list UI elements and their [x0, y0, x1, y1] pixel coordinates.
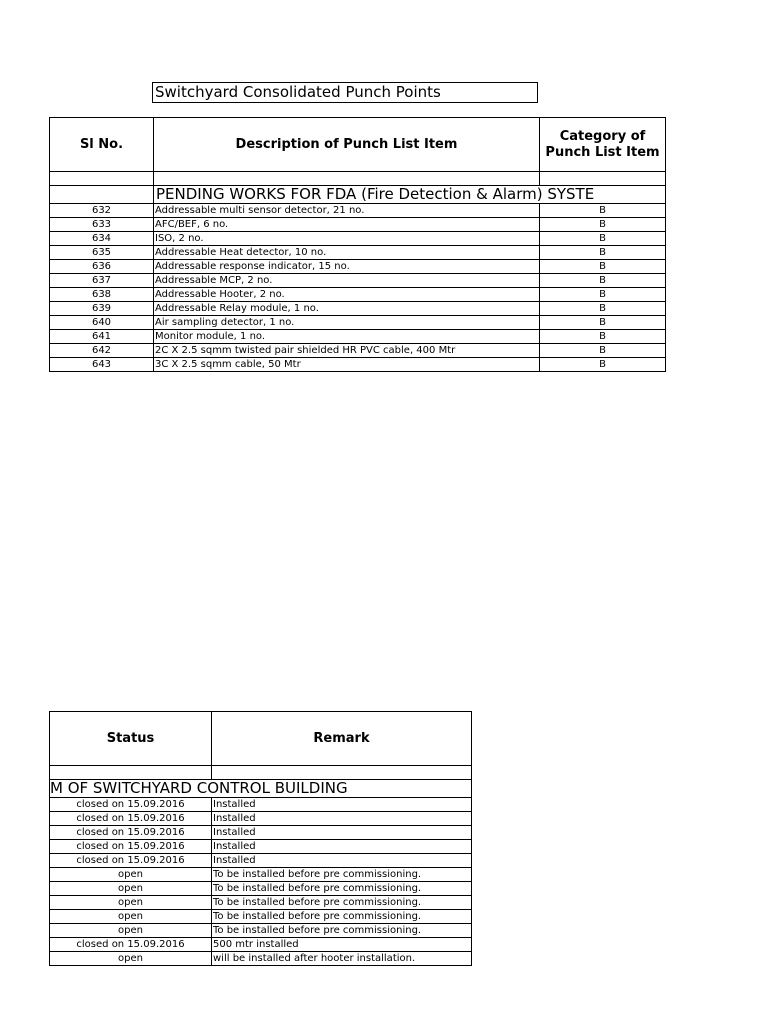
section-row: [50, 780, 472, 798]
section-row: [50, 186, 666, 204]
header-row: [50, 712, 472, 766]
table-row: [50, 938, 472, 952]
table-row: [50, 812, 472, 826]
cell-sl-no: 634: [50, 232, 154, 246]
cell-category: B: [540, 204, 666, 218]
cell-category: B: [540, 288, 666, 302]
cell-status: closed on 15.09.2016: [50, 854, 212, 868]
status-remark-table: [49, 711, 472, 966]
table-row: [50, 344, 666, 358]
cell-category: B: [540, 232, 666, 246]
table-row: [50, 358, 666, 372]
cell-category: B: [540, 344, 666, 358]
cell-remark: 500 mtr installed: [212, 938, 472, 952]
table-row: [50, 798, 472, 812]
cell-remark: To be installed before pre commissioning.: [212, 896, 472, 910]
cell-description: ISO, 2 no.: [154, 232, 540, 246]
cell-sl-no: 643: [50, 358, 154, 372]
page-title: Switchyard Consolidated Punch Points: [152, 82, 538, 103]
blank-cell: [212, 766, 472, 780]
table-row: [50, 826, 472, 840]
cell-sl-no: 639: [50, 302, 154, 316]
cell-sl-no: 636: [50, 260, 154, 274]
cell-description: Air sampling detector, 1 no.: [154, 316, 540, 330]
cell-remark: To be installed before pre commissioning.: [212, 882, 472, 896]
cell-sl-no: 637: [50, 274, 154, 288]
table-row: [50, 246, 666, 260]
table-row: [50, 882, 472, 896]
cell-status: closed on 15.09.2016: [50, 826, 212, 840]
header-category: Category of Punch List Item: [540, 118, 666, 172]
blank-row: [50, 172, 666, 186]
section-heading: M OF SWITCHYARD CONTROL BUILDING: [50, 780, 472, 798]
table-row: [50, 854, 472, 868]
cell-remark: To be installed before pre commissioning.: [212, 868, 472, 882]
cell-description: Monitor module, 1 no.: [154, 330, 540, 344]
cell-category: B: [540, 358, 666, 372]
table-row: [50, 302, 666, 316]
cell-description: Addressable Hooter, 2 no.: [154, 288, 540, 302]
cell-status: closed on 15.09.2016: [50, 812, 212, 826]
table-row: [50, 204, 666, 218]
cell-sl-no: 635: [50, 246, 154, 260]
cell-description: Addressable multi sensor detector, 21 no.: [154, 204, 540, 218]
cell-sl-no: 640: [50, 316, 154, 330]
cell-status: closed on 15.09.2016: [50, 840, 212, 854]
cell-description: Addressable response indicator, 15 no.: [154, 260, 540, 274]
header-row: [50, 118, 666, 172]
cell-category: B: [540, 330, 666, 344]
table-row: [50, 274, 666, 288]
cell-remark: To be installed before pre commissioning.: [212, 910, 472, 924]
cell-sl-no: 642: [50, 344, 154, 358]
cell-description: 2C X 2.5 sqmm twisted pair shielded HR PVC cable, 400 Mtr: [154, 344, 540, 358]
cell-remark: Installed: [212, 826, 472, 840]
cell-category: B: [540, 260, 666, 274]
header-status: Status: [50, 712, 212, 766]
table-row: [50, 840, 472, 854]
blank-cell: [540, 172, 666, 186]
cell-remark: Installed: [212, 854, 472, 868]
blank-cell: [50, 766, 212, 780]
cell-remark: Installed: [212, 798, 472, 812]
blank-cell: [50, 172, 154, 186]
cell-status: closed on 15.09.2016: [50, 798, 212, 812]
cell-remark: will be installed after hooter installation.: [212, 952, 472, 966]
cell-description: AFC/BEF, 6 no.: [154, 218, 540, 232]
cell-description: Addressable MCP, 2 no.: [154, 274, 540, 288]
cell-status: open: [50, 952, 212, 966]
cell-sl-no: 632: [50, 204, 154, 218]
cell-status: open: [50, 924, 212, 938]
cell-category: B: [540, 316, 666, 330]
cell-status: open: [50, 882, 212, 896]
cell-description: Addressable Relay module, 1 no.: [154, 302, 540, 316]
cell-sl-no: 633: [50, 218, 154, 232]
punch-list-table: [49, 117, 666, 372]
section-cell-empty: [50, 186, 154, 204]
cell-category: B: [540, 302, 666, 316]
cell-category: B: [540, 274, 666, 288]
cell-sl-no: 641: [50, 330, 154, 344]
header-sl-no: Sl No.: [50, 118, 154, 172]
table-row: [50, 924, 472, 938]
table-row: [50, 260, 666, 274]
table-row: [50, 910, 472, 924]
blank-row: [50, 766, 472, 780]
cell-status: open: [50, 896, 212, 910]
cell-category: B: [540, 246, 666, 260]
cell-description: 3C X 2.5 sqmm cable, 50 Mtr: [154, 358, 540, 372]
cell-sl-no: 638: [50, 288, 154, 302]
table-row: [50, 896, 472, 910]
header-description: Description of Punch List Item: [154, 118, 540, 172]
table-row: [50, 330, 666, 344]
cell-status: closed on 15.09.2016: [50, 938, 212, 952]
table-row: [50, 288, 666, 302]
table-row: [50, 316, 666, 330]
cell-status: open: [50, 868, 212, 882]
blank-cell: [154, 172, 540, 186]
section-heading: PENDING WORKS FOR FDA (Fire Detection & Alarm) SYSTE: [154, 186, 666, 204]
table-row: [50, 218, 666, 232]
cell-remark: To be installed before pre commissioning.: [212, 924, 472, 938]
table-row: [50, 232, 666, 246]
table-row: [50, 952, 472, 966]
table-row: [50, 868, 472, 882]
cell-remark: Installed: [212, 812, 472, 826]
cell-remark: Installed: [212, 840, 472, 854]
cell-description: Addressable Heat detector, 10 no.: [154, 246, 540, 260]
header-remark: Remark: [212, 712, 472, 766]
cell-status: open: [50, 910, 212, 924]
cell-category: B: [540, 218, 666, 232]
